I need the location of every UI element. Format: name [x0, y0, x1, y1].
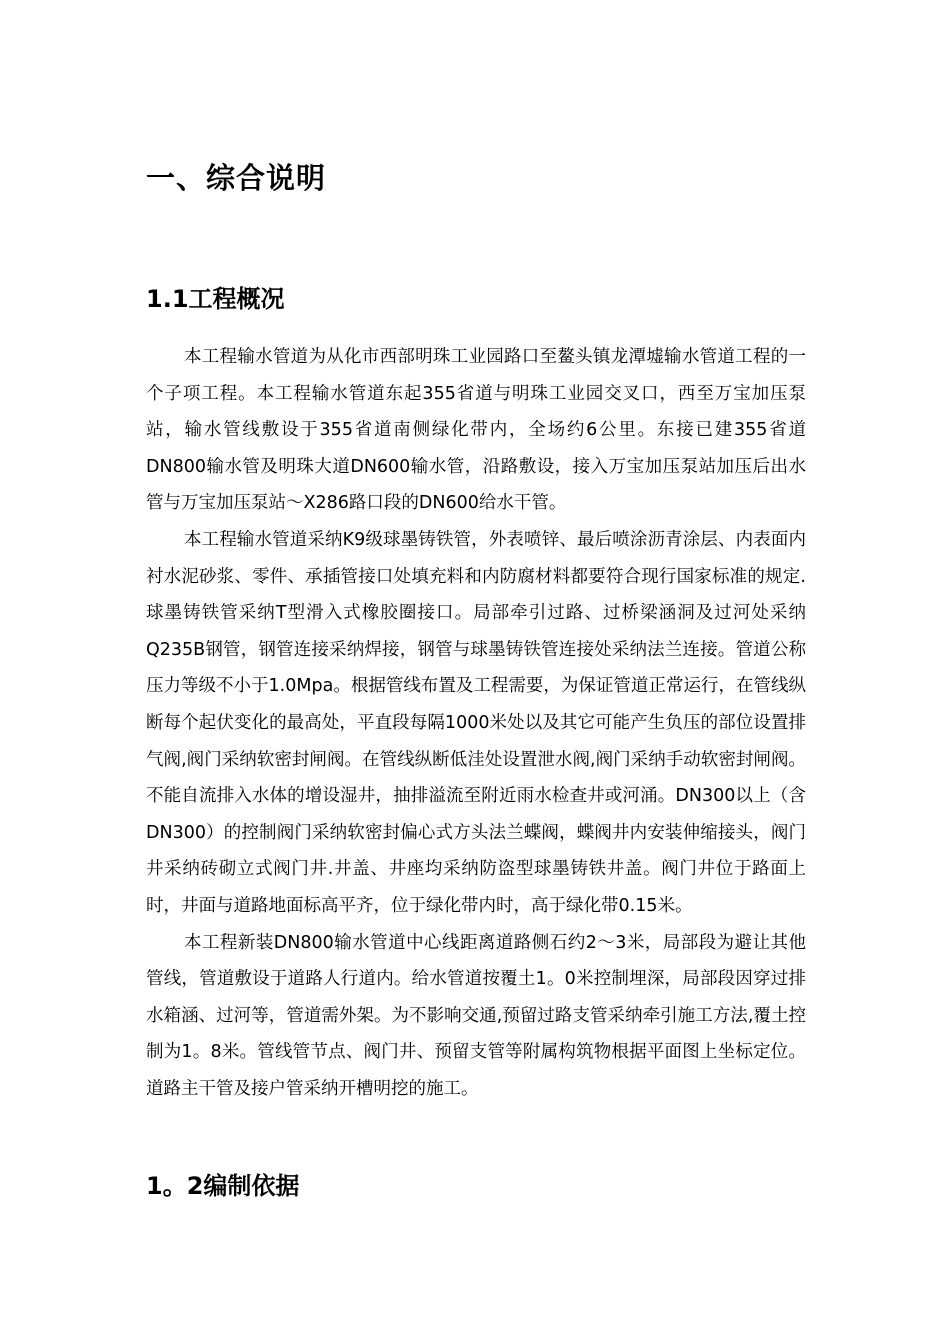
paragraph-2: 本工程输水管道采纳K9级球墨铸铁管，外表喷锌、最后喷涂沥青涂层、内表面内衬水泥砂浆、零件、承插管接口处填充料和内防腐材料都要符合现行国家标准的规定.球墨铸铁管采纳T型滑入式橡胶圈接口。局部牵引过路、过桥梁涵洞及过河处采纳Q235B钢管，钢管连接采纳焊接，钢管与球墨铸铁管连接处采纳法兰连接。管道公称压力等级不小于1.0Mpa。根据管线布置及工程需要，为保证管道正常运行，在管线纵断每个起伏变化的最高处，平直段每隔1000米处以及其它可能产生负压的部位设置排气阀,阀门采纳软密封闸阀。在管线纵断低洼处设置泄水阀,阀门采纳手动软密封闸阀。不能自流排入水体的增设湿井，抽排溢流至附近雨水检查井或河涌。DN300以上（含DN300）的控制阀门采纳软密封偏心式方头法兰蝶阀，蝶阀井内安装伸缩接头，阀门井采纳砖砌立式阀门井.井盖、井座均采纳防盗型球墨铸铁井盖。阀门井位于路面上时，井面与道路地面标高平齐，位于绿化带内时，高于绿化带0.15米。 — [146, 529, 806, 916]
paragraph-3: 本工程新装DN800输水管道中心线距离道路侧石约2～3米，局部段为避让其他管线，管道敷设于道路人行道内。给水管道按覆土1。0米控制埋深，局部段因穿过排水箱涵、过河等，管道需外架。为不影响交通,预留过路支管采纳牵引施工方法,覆土控制为1。8米。管线管节点、阀门井、预留支管等附属构筑物根据平面图上坐标定位。道路主干管及接户管采纳开槽明挖的施工。 — [146, 932, 806, 1099]
section-heading-1-1: 1.1工程概况 — [146, 285, 285, 313]
section-heading-1-2: 1。2编制依据 — [146, 1172, 300, 1200]
section-1-1-body — [146, 339, 806, 1107]
paragraph-1: 本工程输水管道为从化市西部明珠工业园路口至鳌头镇龙潭墟输水管道工程的一个子项工程。本工程输水管道东起355省道与明珠工业园交叉口，西至万宝加压泵站，输水管线敷设于355省道南侧绿化带内，全场约6公里。东接已建355省道DN800输水管及明珠大道DN600输水管，沿路敷设，接入万宝加压泵站加压后出水管与万宝加压泵站～X286路口段的DN600给水干管。 — [146, 347, 806, 514]
chapter-heading: 一、综合说明 — [146, 161, 327, 195]
